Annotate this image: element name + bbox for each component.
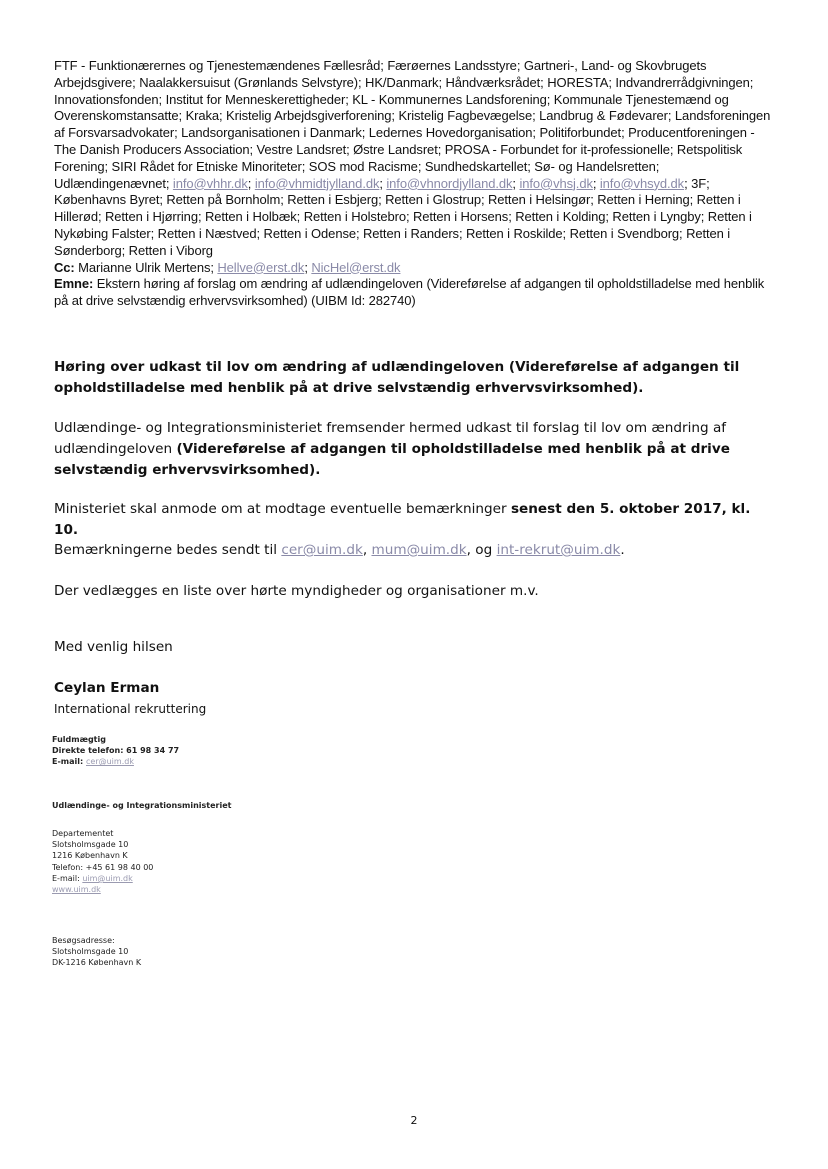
visit-label: Besøgsadresse: xyxy=(52,936,115,945)
sender-department: International rekruttering xyxy=(54,702,207,716)
greeting: Med venlig hilsen xyxy=(54,639,173,655)
signature-contact xyxy=(52,734,179,768)
ministry-website-link[interactable]: www.uim.dk xyxy=(52,885,101,895)
contact-and: og xyxy=(475,542,493,558)
contact-text: Bemærkningerne bedes sendt til xyxy=(54,542,278,558)
ministry-email-label: E-mail: xyxy=(52,873,80,883)
intro-bold-text: (Videreførelse af adgangen til opholdstilladelse med henblik på at drive selvstændig erhvervsvirksomhed). xyxy=(54,441,730,478)
subject-text: Ekstern høring af forslag om ændring af udlændingeloven (Videreførelse af adgangen til opholdstilladelse med henblik på at drive selvstændig erhvervsvirksomhed) (UIBM Id: 282740) xyxy=(54,276,765,309)
signature-direct-phone: Direkte telefon: 61 98 34 77 xyxy=(52,746,180,756)
signature-email-line xyxy=(52,756,179,767)
cc-email-link[interactable]: Hellve@erst.dk xyxy=(217,259,305,275)
page-number: 2 xyxy=(410,1114,418,1127)
visit-address xyxy=(52,935,141,969)
ministry-email-link[interactable]: uim@uim.dk xyxy=(82,873,133,883)
recipient-email-link[interactable]: info@vhmidtjylland.dk xyxy=(254,175,380,191)
department-name: Departementet xyxy=(52,829,114,838)
recipient-email-link[interactable]: info@vhsyd.dk xyxy=(599,175,685,191)
cc-email-link[interactable]: NicHel@erst.dk xyxy=(311,259,401,275)
intro-paragraph xyxy=(54,418,774,481)
contact-email-link[interactable]: mum@uim.dk xyxy=(371,542,467,558)
signature-email-label: E-mail: xyxy=(52,757,84,767)
ministry-city: 1216 København K xyxy=(52,851,128,861)
ministry-email-line xyxy=(52,873,153,884)
sender-name: Ceylan Erman xyxy=(54,680,160,696)
ministry-street: Slotsholmsgade 10 xyxy=(52,840,129,850)
visit-city: DK-1216 København K xyxy=(52,958,142,968)
ministry-name: Udlændinge- og Integrationsministeriet xyxy=(52,801,232,810)
email-header: FTF - Funktionærernes og Tjenestemændenes Fællesråd; Færøernes Landsstyre; Gartneri-, Land- og Skovbrugets Arbejdsgivere; Naalakkersuisut (Grønlands Selvstyre); HK/Danmark; Håndværksrådet; HORESTA; Indvandrerrådgivningen; Innovationsfonden; Institut for Menneskerettigheder; KL - Kommunernes Landsforening; Kommunale Tjenestemænd og Overenskomstansatte; Kraka; Kristelig Arbejdsgiverforening; Kristelig Fagbevægelse; Landbrug & Fødevarer; Landsforeningen af Forsvarsadvokater; Landsorganisationen i Danmark; Ledernes Hovedorganisation; Politiforbundet; Producentforeningen - The Danish Producers Association; Vestre Landsret; Østre Landsret; PROSA - Forbundet for it-professionelle; Retspolitisk Forening; SIRI Rådet for Etniske Minoriteter; SOS mod Racisme; Sundhedskartellet; Sø- og Handelsretten; Udlændingenævnet; info@vhhr.dk; info@vhmidtjylland.dk; info@vhnordjylland.dk; info@vhsj.dk; info@vhsyd.dk; 3F; Københavns Byret; Retten på Bornholm; Retten i Esbjerg; Retten i Glostrup; Retten i Helsingør; Retten i Herning; Retten i Hillerød; Retten i Hjørring; Retten i Holbæk; Retten i Holstebro; Retten i Horsens; Retten i Kolding; Retten i Lyngby; Retten i Nykøbing Falster; Retten i Næstved; Retten i Odense; Retten i Randers; Retten i Roskilde; Retten i Svendborg; Retten i Sønderborg; Retten i Viborg Cc: Marianne Ulrik Mertens; Hellve@erst.dk; NicHel@erst.dk Emne: Ekstern høring af forslag om ændring af udlændingeloven (Videreførelse af adgangen til opholdstilladelse med henblik på at drive selvstændig erhvervsvirksomhed) (UIBM Id: 282740) xyxy=(54,58,771,309)
contact-paragraph: Bemærkningerne bedes sendt til cer@uim.dk, mum@uim.dk, og int-rekrut@uim.dk. xyxy=(54,542,625,558)
recipient-email-link[interactable]: info@vhsj.dk xyxy=(519,175,593,191)
recipient-email-link[interactable]: info@vhhr.dk xyxy=(172,175,248,191)
ministry-address xyxy=(52,828,153,895)
recipient-email-link[interactable]: info@vhnordjylland.dk xyxy=(386,175,513,191)
contact-email-link[interactable]: int-rekrut@uim.dk xyxy=(496,542,621,558)
intro-text: Udlændinge- og Integrationsministeriet fremsender hermed udkast til forslag til lov om ændring af udlændingeloven xyxy=(54,420,727,457)
cc-label: Cc: xyxy=(54,259,75,275)
deadline-text: Ministeriet skal anmode om at modtage eventuelle bemærkninger xyxy=(54,501,507,517)
subject-label: Emne: xyxy=(54,276,94,292)
ministry-phone: Telefon: +45 61 98 40 00 xyxy=(52,862,154,872)
attachment-note: Der vedlægges en liste over hørte myndigheder og organisationer m.v. xyxy=(54,583,539,599)
cc-name: Marianne Ulrik Mertens; xyxy=(78,259,214,275)
visit-street: Slotsholmsgade 10 xyxy=(52,947,129,957)
letter-title: Høring over udkast til lov om ændring af udlændingeloven (Videreførelse af adgangen til opholdstilladelse med henblik på at drive selvstændig erhvervsvirksomhed). xyxy=(54,359,740,396)
courts-list: 3F; Københavns Byret; Retten på Bornholm; Retten i Esbjerg; Retten i Glostrup; Retten i Helsingør; Retten i Herning; Retten i Hillerød; Retten i Hjørring; Retten i Holbæk; Retten i Holstebro; Retten i Horsens; Retten i Kolding; Retten i Lyngby; Retten i Nykøbing Falster; Retten i Næstved; Retten i Odense; Retten i Randers; Retten i Roskilde; Retten i Svendborg; Retten i Sønderborg; Retten i Viborg xyxy=(54,175,752,258)
signature-email-link[interactable]: cer@uim.dk xyxy=(86,757,134,767)
contact-email-link[interactable]: cer@uim.dk xyxy=(281,542,363,558)
deadline-paragraph xyxy=(54,499,774,541)
recipients-list: FTF - Funktionærernes og Tjenestemændenes Fællesråd; Færøernes Landsstyre; Gartneri-, Land- og Skovbrugets Arbejdsgivere; Naalakkersuisut (Grønlands Selvstyre); HK/Danmark; Håndværksrådet; HORESTA; Indvandrerrådgivningen; Innovationsfonden; Institut for Menneskerettigheder; KL - Kommunernes Landsforening; Kommunale Tjenestemænd og Overenskomstansatte; Kraka; Kristelig Arbejdsgiverforening; Kristelig Fagbevægelse; Landbrug & Fødevarer; Landsforeningen af Forsvarsadvokater; Landsorganisationen i Danmark; Ledernes Hovedorganisation; Politiforbundet; Producentforeningen - The Danish Producers Association; Vestre Landsret; Østre Landsret; PROSA - Forbundet for it-professionelle; Retspolitisk Forening; SIRI Rådet for Etniske Minoriteter; SOS mod Racisme; Sundhedskartellet; Sø- og Handelsretten; Udlændingenævnet; xyxy=(54,58,771,191)
signature-role: Fuldmægtig xyxy=(52,735,106,744)
deadline-date: senest den 5. oktober 2017, kl. 10. xyxy=(54,501,751,538)
